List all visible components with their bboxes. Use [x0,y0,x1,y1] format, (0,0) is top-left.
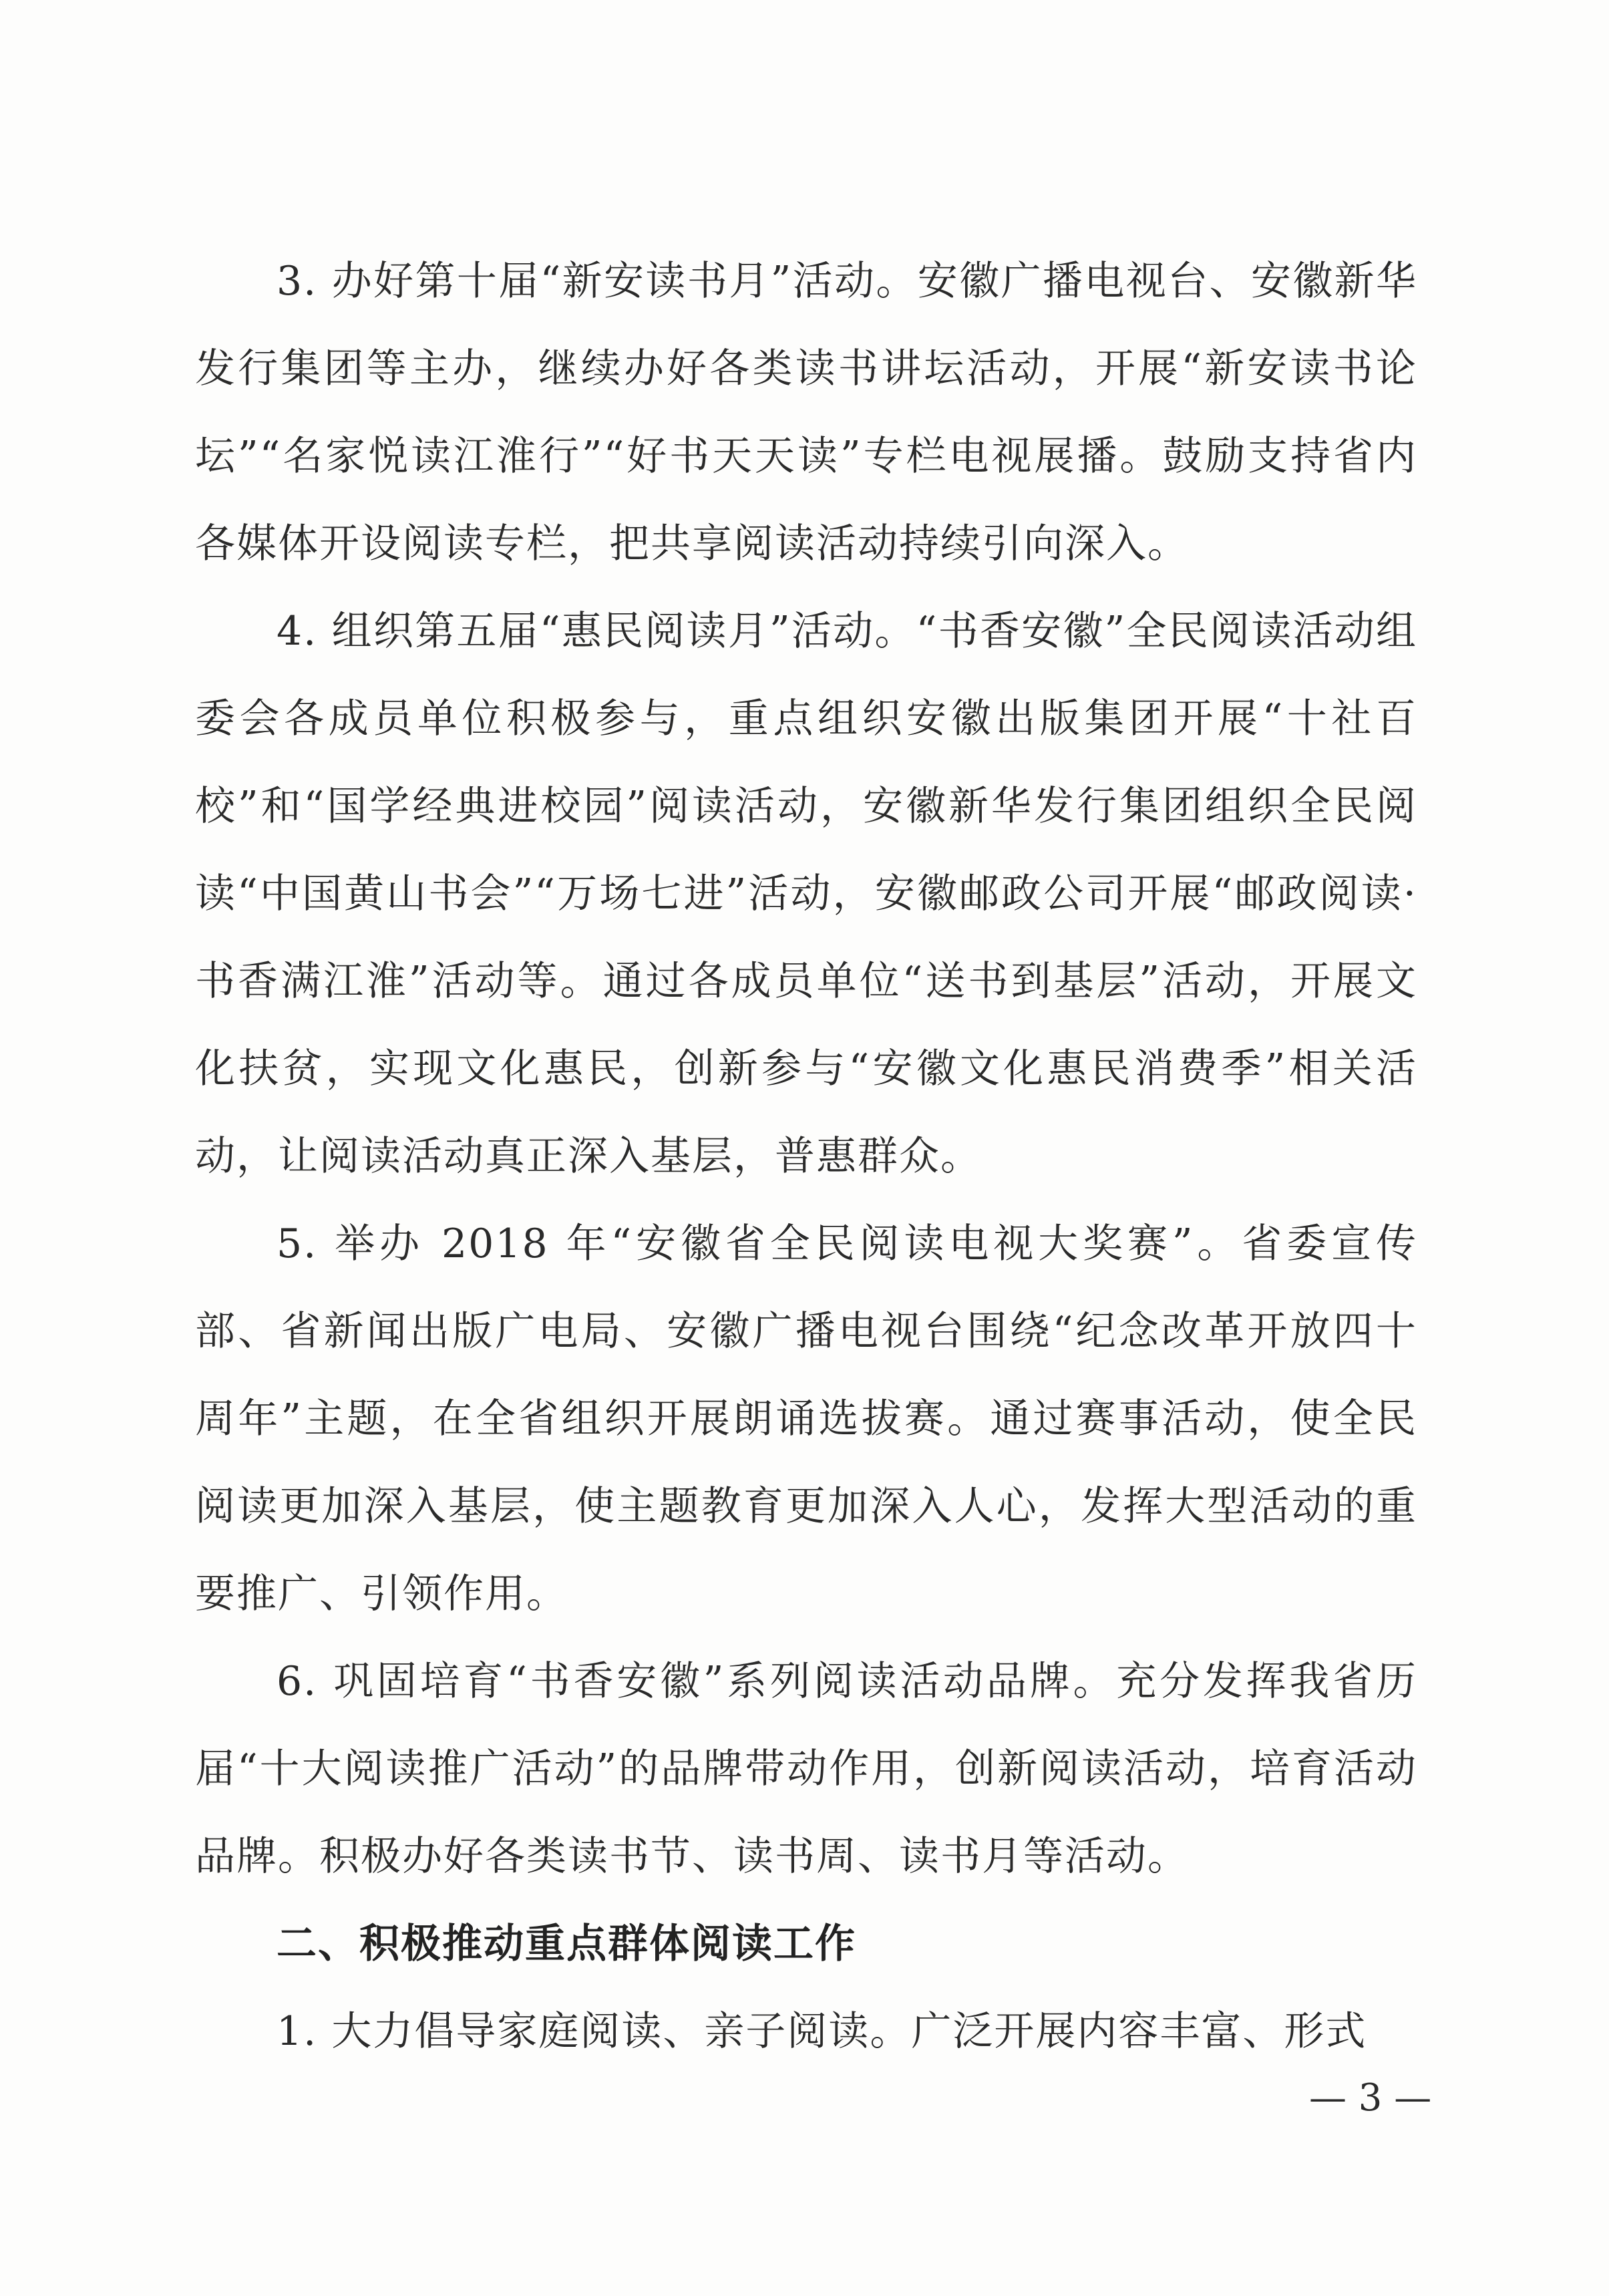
paragraph-item-5: 5. 举办 2018 年“安徽省全民阅读电视大奖赛”。省委宣传部、省新闻出版广电局、安徽广播电视台围绕“纪念改革开放四十周年”主题，在全省组织开展朗诵选拔赛。通过赛事活动，使全民阅读更加深入基层，使主题教育更加深入人心，发挥大型活动的重要推广、引领作用。 [195,1220,1417,1617]
section-heading: 二、积极推动重点群体阅读工作 [277,1921,856,1967]
paragraph-section2-item-1: 1. 大力倡导家庭阅读、亲子阅读。广泛开展内容丰富、形式 [277,2008,1367,2055]
paragraph-item-3: 3. 办好第十届“新安读书月”活动。安徽广播电视台、安徽新华发行集团等主办，继续办好各类读书讲坛活动，开展“新安读书论坛”“名家悦读江淮行”“好书天天读”专栏电视展播。鼓励支持省内各媒体开设阅读专栏，把共享阅读活动持续引向深入。 [195,258,1417,567]
document-body [195,238,1417,2076]
paragraph-item-6: 6. 巩固培育“书香安徽”系列阅读活动品牌。充分发挥我省历届“十大阅读推广活动”的品牌带动作用，创新阅读活动，培育活动品牌。积极办好各类读书节、读书周、读书月等活动。 [195,1658,1417,1880]
paragraph-item-4: 4. 组织第五届“惠民阅读月”活动。“书香安徽”全民阅读活动组委会各成员单位积极参与，重点组织安徽出版集团开展“十社百校”和“国学经典进校园”阅读活动，安徽新华发行集团组织全民阅读“中国黄山书会”“万场七进”活动，安徽邮政公司开展“邮政阅读·书香满江淮”活动等。通过各成员单位“送书到基层”活动，开展文化扶贫，实现文化惠民，创新参与“安徽文化惠民消费季”相关活动，让阅读活动真正深入基层，普惠群众。 [195,608,1417,1180]
page-number: — 3 — [1309,2076,1432,2120]
